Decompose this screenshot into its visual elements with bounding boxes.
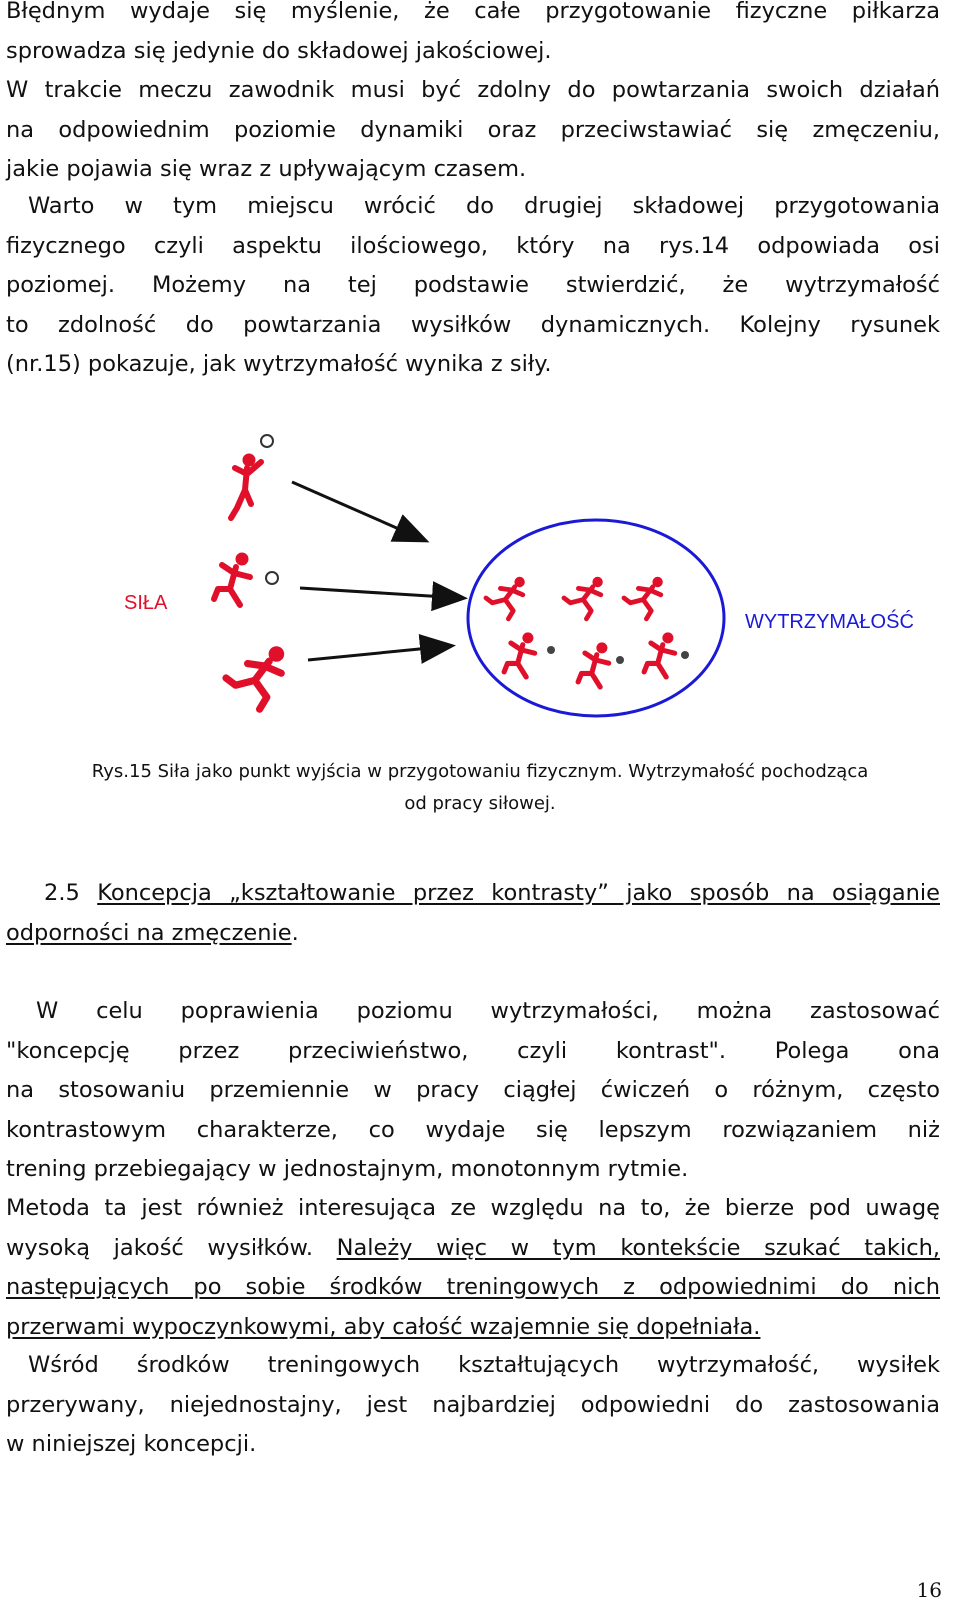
kicking-player-icon: [644, 633, 675, 677]
text-line: poziomej. Możemy na tej podstawie stwierdzić, że wytrzymałość: [6, 272, 940, 298]
text-line: sprowadza się jedynie do składowej jakościowej.: [6, 37, 552, 64]
caption-line: Rys.15 Siła jako punkt wyjścia w przygotowaniu fizycznym. Wytrzymałość pochodząca: [91, 761, 869, 782]
text-line: Błędnym wydaje się myślenie, że całe przygotowanie fizyczne piłkarza: [6, 0, 940, 24]
text-line: przerwami wypoczynkowymi, aby całość wzajemnie się dopełniała.: [6, 1313, 761, 1340]
paragraph-5: [6, 1346, 940, 1465]
heading-line: [6, 914, 940, 954]
kicking-player-icon: [578, 643, 609, 687]
text-line: W celu poprawienia poziomu wytrzymałości, można zastosować: [36, 998, 940, 1024]
section-number: 2.5: [44, 880, 80, 906]
text-line: w niniejszej koncepcji.: [6, 1431, 257, 1457]
ball-icon: [616, 656, 624, 664]
running-player-icon: [564, 577, 602, 619]
arrow: [308, 646, 450, 660]
text-line: Warto w tym miejscu wrócić do drugiej składowej przygotowania: [28, 193, 940, 219]
figure-caption: [0, 756, 960, 820]
arrow: [300, 588, 462, 598]
text-line: W trakcie meczu zawodnik musi być zdolny do powtarzania swoich działań: [6, 77, 940, 103]
figure-strength-endurance: [0, 420, 960, 740]
paragraph-4: [6, 1189, 940, 1347]
text-line: Wśród środków treningowych kształtujących wytrzymałość, wysiłek: [28, 1352, 940, 1378]
text-line: przerywany, niejednostajny, jest najbardziej odpowiedni do zastosowania: [6, 1391, 940, 1418]
text-line: (nr.15) pokazuje, jak wytrzymałość wynika z siły.: [6, 351, 552, 377]
text-line: jakie pojawia się wraz z upływającym czasem.: [6, 156, 527, 182]
running-player-icon: [486, 577, 524, 619]
heading-player-icon: [231, 454, 261, 518]
section-title: Koncepcja „kształtowanie przez kontrasty” jako sposób na osiąganie: [97, 880, 940, 906]
text-line: kontrastowym charakterze, co wydaje się lepszym rozwiązaniem niż: [6, 1116, 940, 1143]
ball-icon: [266, 572, 278, 584]
ball-icon: [547, 646, 555, 654]
text-line: trening przebiegający w jednostajnym, monotonnym rytmie.: [6, 1156, 689, 1182]
text-line: na odpowiednim poziomie dynamiki oraz przeciwstawiać się zmęczeniu,: [6, 116, 940, 143]
kicking-player-icon: [214, 553, 250, 605]
section-title-cont: odporności na zmęczenie: [6, 919, 292, 946]
text-line: "koncepcję przez przeciwieństwo, czyli kontrast". Polega ona: [6, 1037, 940, 1064]
page-number: 16: [916, 1578, 942, 1602]
heading-line: [6, 874, 940, 914]
running-player-icon: [624, 577, 662, 619]
ball-icon: [681, 651, 689, 659]
section-title-end: .: [291, 919, 299, 946]
caption-line: od pracy siłowej.: [404, 793, 556, 814]
running-player-icon: [226, 647, 284, 709]
arrow: [292, 482, 424, 540]
text-line: to zdolność do powtarzania wysiłków dynamicznych. Kolejny rysunek: [6, 311, 940, 338]
text-line: [6, 1229, 940, 1269]
paragraph-2: [6, 187, 940, 385]
text-line: Metoda ta jest również interesująca ze względu na to, że bierze pod uwagę: [6, 1195, 940, 1221]
text-line: fizycznego czyli aspektu ilościowego, który na rys.14 odpowiada osi: [6, 232, 940, 259]
paragraph-1: [6, 0, 940, 190]
text-line: następujących po sobie środków treningowych z odpowiednimi do nich: [6, 1274, 940, 1300]
endurance-label: WYTRZYMAŁOŚĆ: [745, 611, 914, 633]
text-plain: wysoką jakość wysiłków.: [6, 1234, 313, 1261]
text-underlined: Należy więc w tym kontekście szukać takich,: [336, 1234, 940, 1261]
section-heading: [6, 874, 940, 953]
strength-label: SIŁA: [124, 592, 168, 614]
text-line: na stosowaniu przemiennie w pracy ciągłej ćwiczeń o różnym, często: [6, 1077, 940, 1103]
kicking-player-icon: [504, 633, 535, 677]
paragraph-3: [6, 992, 940, 1190]
ball-icon: [261, 435, 273, 447]
